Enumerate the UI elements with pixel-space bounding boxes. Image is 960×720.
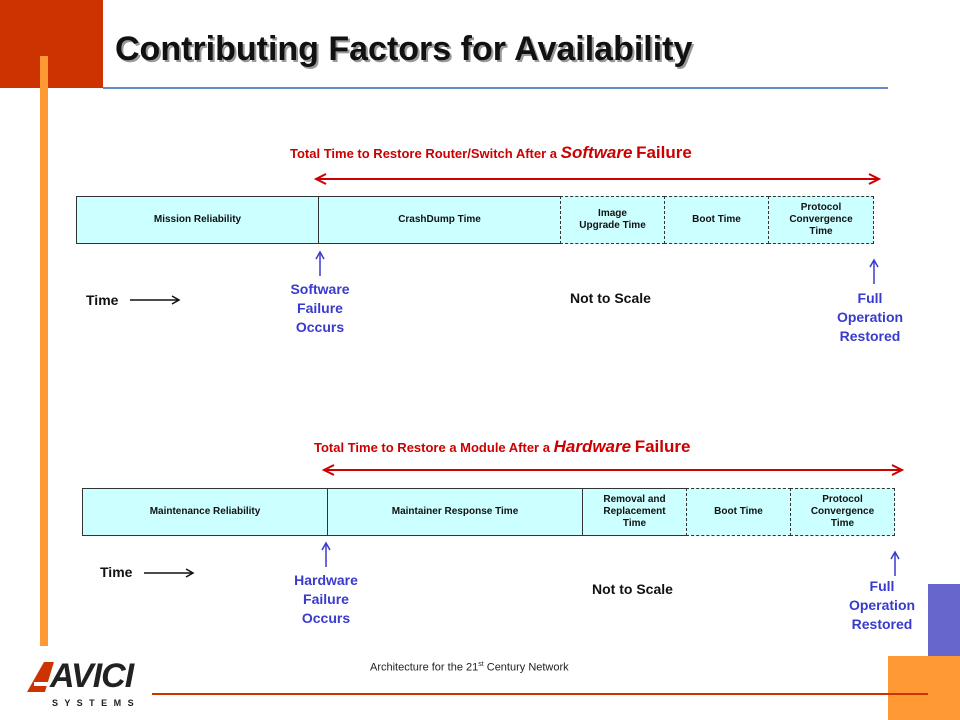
segment-boot-time: Boot Time — [686, 488, 791, 536]
corner-block-orange — [888, 656, 960, 720]
time-arrow — [142, 566, 198, 580]
software-restored-pointer-arrow — [867, 258, 881, 286]
time-label: Time — [86, 292, 119, 308]
hardware-span-arrow — [318, 461, 908, 481]
segment-maintenance-reliability: Maintenance Reliability — [82, 488, 328, 536]
segment-mission-reliability: Mission Reliability — [76, 196, 319, 244]
segment-boot-time: Boot Time — [664, 196, 769, 244]
hardware-heading: Total Time to Restore a Module After a Hardware Failure — [314, 437, 691, 456]
corner-block-blue — [928, 584, 960, 659]
corner-block-red — [0, 0, 103, 88]
logo-wordmark: AVICI — [50, 657, 134, 695]
hardware-restored-pointer-arrow — [888, 550, 902, 578]
vertical-bar-orange — [40, 56, 48, 646]
hardware-failure-pointer-arrow — [319, 541, 333, 569]
software-restored-label: Full Operation Restored — [836, 290, 904, 344]
hardware-restored-label: Full Operation Restored — [848, 578, 916, 632]
segment-protocol-convergence: Protocol Convergence Time — [768, 196, 874, 244]
company-logo — [24, 657, 148, 712]
time-label: Time — [100, 564, 133, 580]
software-failure-pointer-arrow — [313, 250, 327, 278]
segment-crashdump-time: CrashDump Time — [318, 196, 561, 244]
not-to-scale-label: Not to Scale — [592, 581, 673, 597]
time-arrow — [128, 293, 184, 307]
segment-removal-replacement-time: Removal and Replacement Time — [582, 488, 687, 536]
not-to-scale-label: Not to Scale — [570, 290, 651, 306]
hardware-failure-label: Hardware Failure Occurs — [294, 572, 358, 626]
logo-subtext: S Y S T E M S — [52, 698, 136, 708]
footer-rule — [152, 693, 928, 695]
segment-protocol-convergence: Protocol Convergence Time — [790, 488, 895, 536]
software-span-arrow — [310, 170, 885, 190]
segment-maintainer-response-time: Maintainer Response Time — [327, 488, 583, 536]
software-heading: Total Time to Restore Router/Switch After a Software Failure — [290, 143, 692, 162]
software-failure-label: Software Failure Occurs — [290, 281, 350, 335]
title-underline — [103, 87, 888, 89]
footer-caption: Architecture for the 21st Century Network — [370, 661, 569, 674]
page-title: Contributing Factors for Availability — [115, 30, 693, 68]
segment-image-upgrade-time: Image Upgrade Time — [560, 196, 665, 244]
